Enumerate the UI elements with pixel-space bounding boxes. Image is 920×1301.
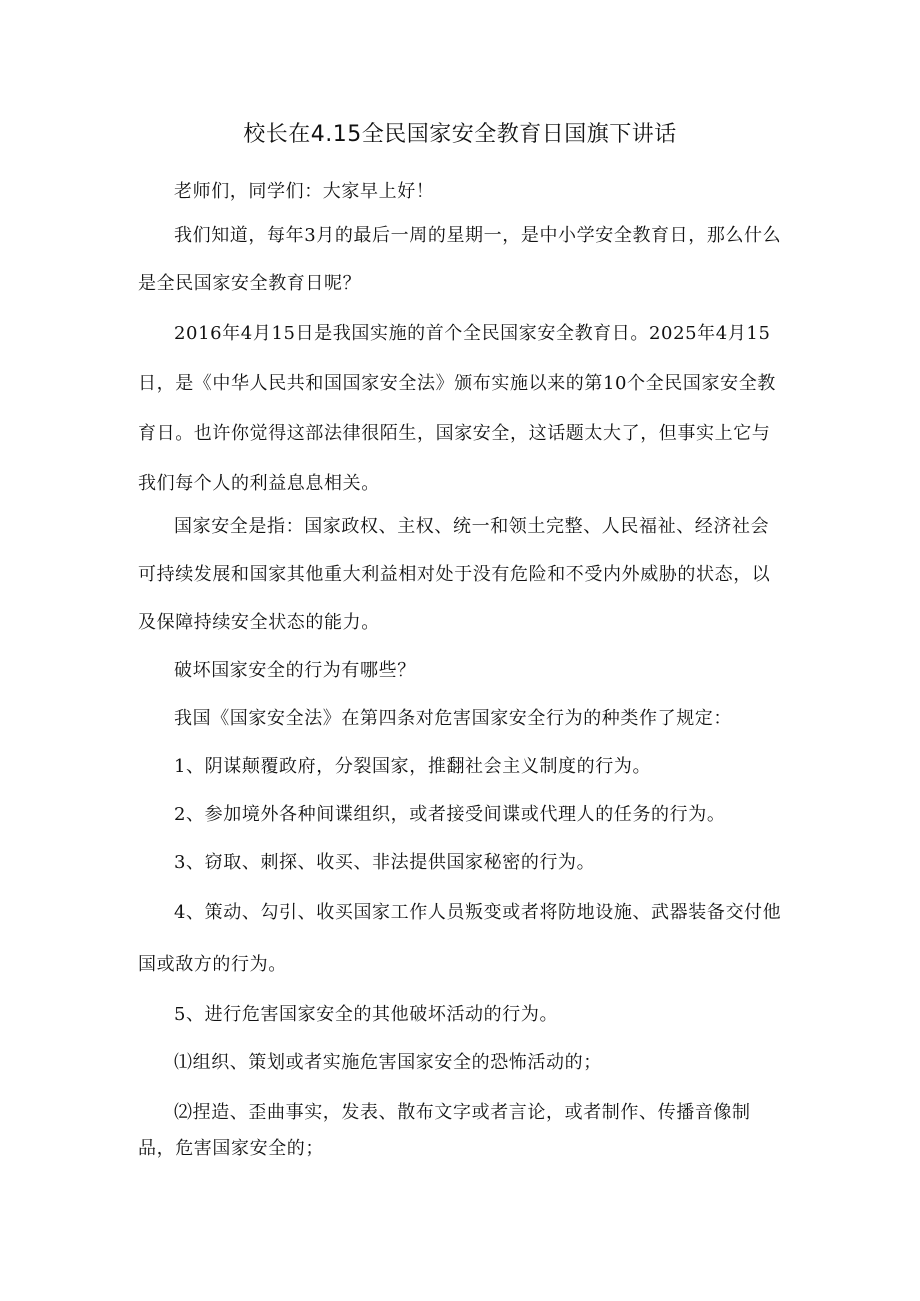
list-item-3: 3、窃取、刺探、收买、非法提供国家秘密的行为。: [174, 852, 596, 873]
paragraph-greeting: 老师们，同学们：大家早上好！: [174, 181, 435, 202]
list-item-2: 2、参加境外各种间谍组织，或者接受间谍或代理人的任务的行为。: [174, 804, 726, 825]
list-item-5: 5、进行危害国家安全的其他破坏活动的行为。: [174, 1004, 559, 1025]
list-item-4: 4、策动、勾引、收买国家工作人员叛变或者将防地设施、武器装备交付他国或敌方的行为。: [138, 902, 782, 975]
sub-item-1: ⑴组织、策划或者实施危害国家安全的恐怖活动的；: [174, 1052, 602, 1073]
document-title: 校长在4.15全民国家安全教育日国旗下讲话: [243, 122, 677, 147]
paragraph-definition: 国家安全是指：国家政权、主权、统一和领土完整、人民福祉、经济社会可持续发展和国家其他重大利益相对处于没有危险和不受内外威胁的状态，以及保障持续安全状态的能力。: [138, 516, 771, 633]
paragraph-intro: 我们知道，每年3月的最后一周的星期一，是中小学安全教育日，那么什么是全民国家安全教育日呢？: [138, 225, 782, 294]
paragraph-law: 我国《国家安全法》在第四条对危害国家安全行为的种类作了规定：: [174, 708, 732, 729]
paragraph-question: 破坏国家安全的行为有哪些？: [174, 660, 416, 681]
paragraph-history: 2016年4月15日是我国实施的首个全民国家安全教育日。2025年4月15日，是《中华人民共和国国家安全法》颁布实施以来的第10个全民国家安全教育日。也许你觉得这部法律很陌生，国家安全，这话题太大了，但事实上它与我们每个人的利益息息相关。: [138, 323, 776, 494]
sub-item-2: ⑵捏造、歪曲事实，发表、散布文字或者言论，或者制作、传播音像制品，危害国家安全的；: [138, 1102, 751, 1159]
list-item-1: 1、阴谋颠覆政府，分裂国家，推翻社会主义制度的行为。: [174, 756, 652, 777]
